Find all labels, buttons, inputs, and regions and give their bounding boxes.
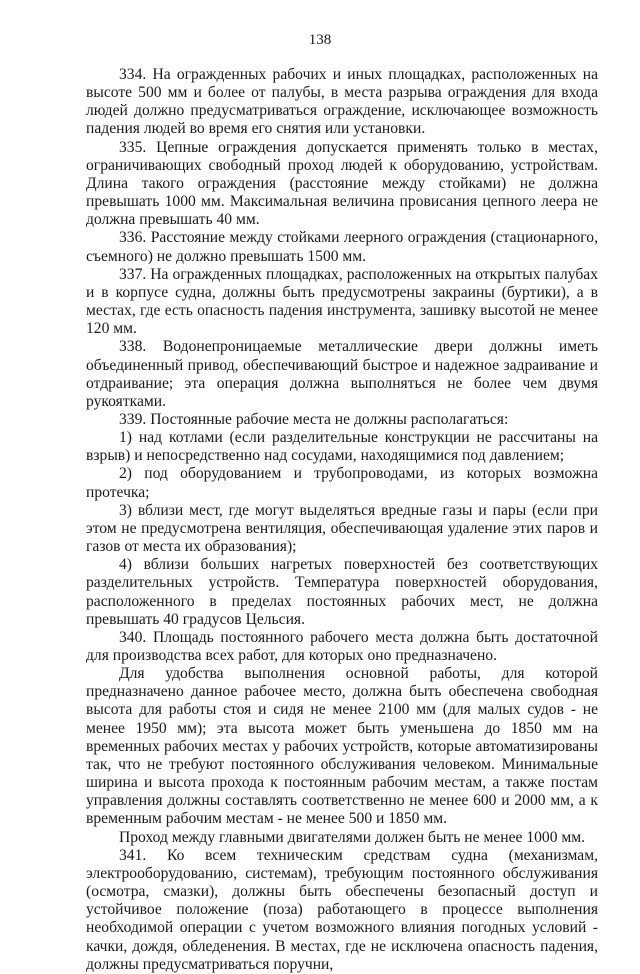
page-number: 138: [308, 32, 332, 48]
list-item-339-3: 3) вблизи мест, где могут выделяться вредные газы и пары (если при этом не предусмотрена вентиляция, обеспечивающая удаление этих паров и газов от места их образования);: [86, 501, 598, 556]
paragraph-339: 339. Постоянные рабочие места не должны располагаться:: [119, 410, 509, 428]
paragraph-341: 341. Ко всем техническим средствам судна (механизмам, электрооборудованию, системам), требующим постоянного обслуживания (осмотра, смазки), должны быть обеспечены безопасный доступ и устойчивое положение (поза) работающего в процессе выполнения необходимой операции с учетом возможного влияния погодных условий - качки, дождя, обледенения. В местах, где не исключена опасность падения, должны предусматриваться поручни,: [86, 846, 598, 973]
paragraph-340-passage: Проход между главными двигателями должен быть не менее 1000 мм.: [119, 828, 586, 846]
paragraph-335: 335. Цепные ограждения допускается применять только в местах, ограничивающих свободный проход людей к оборудованию, устройствам. Длина такого ограждения (расстояние между стойками) не должна превышать 1000 мм. Максимальная величина провисания цепного леера не должна превышать 40 мм.: [86, 138, 598, 229]
paragraph-338: 338. Водонепроницаемые металлические двери должны иметь объединенный привод, обеспечивающий быстрое и надежное задраивание и отдраивание; эта операция должна выполняться не более чем двумя рукоятками.: [86, 338, 598, 410]
list-item-339-2: 2) под оборудованием и трубопроводами, из которых возможна протечка;: [86, 465, 598, 501]
paragraph-336: 336. Расстояние между стойками леерного ограждения (стационарного, съемного) не должно превышать 1500 мм.: [86, 229, 598, 265]
document-body: [86, 66, 598, 974]
list-item-339-4: 4) вблизи больших нагретых поверхностей без соответствующих разделительных устройств. Температура поверхностей оборудования, расположенного в пределах постоянных рабочих мест, не должна превышать 40 градусов Цельсия.: [86, 556, 598, 628]
paragraph-340: 340. Площадь постоянного рабочего места должна быть достаточной для производства всех работ, для которых оно предназначено.: [86, 628, 598, 664]
paragraph-337: 337. На огражденных площадках, расположенных на открытых палубах и в корпусе судна, должны быть предусмотрены закраины (буртики), а в местах, где есть опасность падения инструмента, зашивку высотой не менее 120 мм.: [86, 265, 598, 338]
list-item-339-1: 1) над котлами (если разделительные конструкции не рассчитаны на взрыв) и непосредственно над сосудами, находящимися под давлением;: [86, 429, 598, 465]
paragraph-334: 334. На огражденных рабочих и иных площадках, расположенных на высоте 500 мм и более от палубы, в места разрыва ограждения для входа людей должно предусматриваться ограждение, исключающее возможность падения людей во время его снятия или установки.: [86, 66, 598, 138]
paragraph-340-details: Для удобства выполнения основной работы, для которой предназначено данное рабочее место, должна быть обеспечена свободная высота для работы стоя и сидя не менее 2100 мм (для малых судов - не менее 1950 мм); эта высота может быть уменьшена до 1850 мм на временных рабочих местах у рабочих устройств, которые автоматизированы так, что не требуют постоянного обслуживания человеком. Минимальные ширина и высота прохода к постоянным рабочим местам, а также постам управления должны составлять соответственно не менее 600 и 2000 мм, а к временным рабочим местам - не менее 500 и 1850 мм.: [86, 665, 598, 828]
